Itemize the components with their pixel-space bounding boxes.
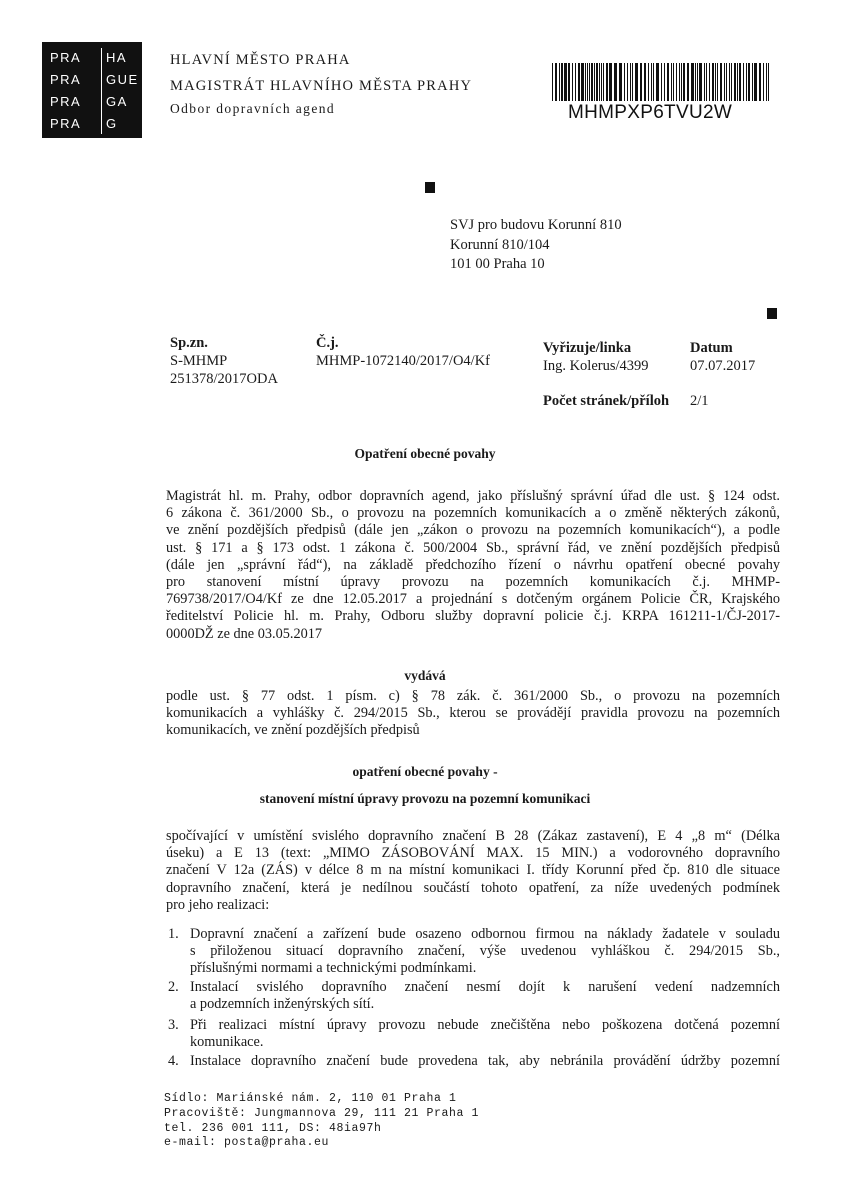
recipient-city: 101 00 Praha 10	[450, 256, 545, 272]
text-line: značení V 12a (ZÁS) v délce 8 m na místní komunikaci I. třídy Korunní před čp. 810 dle situace	[166, 862, 780, 879]
barcode-code: MHMPXP6TVU2W	[568, 102, 733, 123]
footer-address	[164, 1092, 479, 1151]
logo-text: PRA	[50, 50, 82, 65]
legal-basis-paragraph	[166, 688, 780, 740]
text-line: příslušnými normami a technickými podmínkami.	[190, 960, 477, 977]
list-item	[190, 1053, 780, 1070]
text-line: pro stanovení místní úpravy provozu na pozemních komunikacích č.j. MHMP-	[166, 574, 780, 591]
logo-row	[42, 68, 142, 92]
logo-text: HA	[106, 50, 128, 65]
logo-text: GUE	[106, 72, 139, 87]
spzn-value: S-MHMP	[170, 353, 228, 369]
header-department: Odbor dopravních agend	[170, 101, 336, 116]
text-line: (dále jen „správní řád“), na základě předchozího řízení o návrhu opatření obecné povahy	[166, 556, 780, 573]
pocet-value: 2/1	[690, 393, 709, 409]
logo-text: PRA	[50, 116, 82, 131]
recipient-name: SVJ pro budovu Korunní 810	[450, 217, 622, 233]
intro-paragraph	[166, 488, 780, 643]
text-line: úseku) a E 13 (text: „MIMO ZÁSOBOVÁNÍ MAX. 15 MIN.) a vodorovného dopravního	[166, 845, 780, 862]
cj-label: Č.j.	[316, 335, 339, 351]
footer-email: e-mail: posta@praha.eu	[164, 1136, 330, 1150]
recipient-street: Korunní 810/104	[450, 237, 550, 253]
list-number: 3.	[168, 1017, 179, 1033]
document-title: Opatření obecné povahy	[354, 446, 496, 461]
footer-phone: tel. 236 001 111, DS: 48ia97h	[164, 1121, 382, 1135]
fold-mark	[425, 182, 435, 193]
logo-text: GA	[106, 94, 128, 109]
list-item	[190, 1017, 780, 1051]
footer-seat: Sídlo: Mariánské nám. 2, 110 01 Praha 1	[164, 1092, 457, 1105]
text-line: a podzemních inženýrských sítí.	[190, 996, 375, 1013]
text-line: ve znění pozdějších předpisů (dále jen „zákon o provozu na pozemních komunikacích“), a podle	[166, 522, 780, 539]
subtitle-regulation: stanovení místní úpravy provozu na pozemní komunikaci	[259, 791, 591, 806]
text-line: podle ust. § 77 odst. 1 písm. c) § 78 zák. č. 361/2000 Sb., o provozu na pozemních	[166, 688, 780, 704]
datum-label: Datum	[690, 340, 733, 356]
text-line: 6 zákona č. 361/2000 Sb., o provozu na pozemních komunikacích a o změně některých zákonů,	[166, 505, 780, 522]
text-line: Při realizaci místní úpravy provozu nebude znečištěna nebo poškozena dotčená pozemní	[190, 1017, 780, 1033]
header-magistrate: MAGISTRÁT HLAVNÍHO MĚSTA PRAHY	[170, 78, 473, 94]
datum-value: 07.07.2017	[690, 358, 756, 374]
text-line: dopravního značení, která je nedílnou součástí tohoto opatření, za níže uvedených podmínek	[166, 879, 780, 896]
text-line: pro jeho realizaci:	[166, 896, 270, 913]
text-line: Instalace dopravního značení bude provedena tak, aby nebránila provádění údržby pozemní	[190, 1053, 780, 1069]
footer-workplace: Pracoviště: Jungmannova 29, 111 21 Praha 1	[164, 1106, 480, 1120]
text-line: ust. § 171 a § 173 odst. 1 zákona č. 500/2004 Sb., správní řád, ve znění pozdějších předpisů	[166, 539, 780, 556]
text-line: komunikacích a vyhlášky č. 294/2015 Sb., kterou se provádějí pravidla provozu na pozemních	[166, 705, 780, 722]
barcode	[552, 63, 772, 105]
text-line: Magistrát hl. m. Prahy, odbor dopravních agend, jako příslušný správní úřad dle ust. § 124 odst.	[166, 488, 780, 504]
header-city: HLAVNÍ MĚSTO PRAHA	[170, 52, 351, 68]
pocet-label: Počet stránek/příloh	[543, 393, 670, 409]
text-line: Dopravní značení a zařízení bude osazeno odbornou firmou na náklady žadatele v souladu	[190, 926, 780, 942]
spzn-label: Sp.zn.	[170, 335, 208, 351]
list-item	[190, 926, 780, 978]
text-line: Instalací svislého dopravního značení nesmí dojít k narušení vedení nadzemních	[190, 979, 780, 995]
text-line: komunikacích, ve znění pozdějších předpisů	[166, 722, 420, 739]
spzn-value: 251378/2017ODA	[170, 371, 278, 387]
text-line: spočívající v umístění svislého dopravního značení B 28 (Zákaz zastavení), E 4 „8 m“ (Délka	[166, 828, 780, 844]
vyrizuje-value: Ing. Kolerus/4399	[543, 358, 649, 374]
fold-mark	[767, 308, 777, 319]
subtitle-measure: opatření obecné povahy -	[352, 764, 498, 779]
vyrizuje-label: Vyřizuje/linka	[543, 340, 632, 356]
logo-row	[42, 46, 142, 70]
vydava-heading: vydává	[404, 668, 446, 683]
description-paragraph	[166, 828, 780, 914]
list-number: 4.	[168, 1053, 179, 1069]
text-line: komunikace.	[190, 1034, 264, 1051]
text-line: 769738/2017/O4/Kf ze dne 12.05.2017 a projednání s dotčeným orgánem Policie ČR, Krajského	[166, 591, 780, 608]
list-number: 2.	[168, 979, 179, 995]
list-item	[190, 979, 780, 1013]
list-number: 1.	[168, 926, 179, 942]
text-line: s přiloženou situací dopravního značení, výše uvedenou vyhláškou č. 294/2015 Sb.,	[190, 943, 780, 960]
logo-text: PRA	[50, 72, 82, 87]
cj-value: MHMP-1072140/2017/O4/Kf	[316, 353, 491, 369]
praha-logo	[42, 42, 142, 138]
logo-row	[42, 90, 142, 114]
logo-text: PRA	[50, 94, 82, 109]
text-line: ředitelství Policie hl. m. Prahy, Odboru služby dopravní policie č.j. KRPA 161211-1/ČJ-2017-	[166, 608, 780, 625]
logo-row	[42, 112, 142, 136]
text-line: 0000DŽ ze dne 03.05.2017	[166, 625, 323, 642]
logo-text: G	[106, 116, 118, 131]
